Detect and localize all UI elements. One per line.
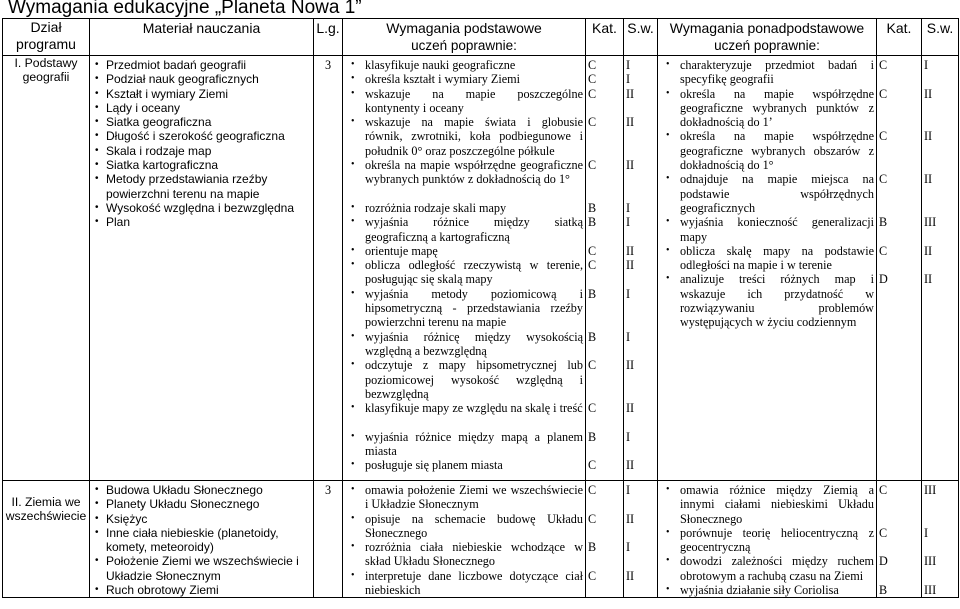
basic-level: I [626,72,631,87]
basic-category: C [588,86,597,101]
section-name: II. Ziemia we wszechświecie [3,481,90,598]
basic-requirement-item: • opisuje na schemacie budowę Układu Słonecznego [343,512,585,541]
basic-requirement-item: • określa kształt i wymiary Ziemi [343,72,585,86]
material-item: • Przedmiot badań geografii [90,58,313,72]
basic-category: C [588,243,597,258]
basic-category: C [588,568,597,583]
advanced-category: C [879,86,888,101]
basic-level: II [626,86,635,101]
basic-level: II [626,511,635,526]
advanced-category: B [879,215,888,230]
advanced-category-cell [877,481,922,598]
basic-category: C [588,401,597,416]
basic-requirement-item: • wyjaśnia różnice między siatką geograficzną a kartograficzną [343,215,585,244]
advanced-category: B [879,583,888,598]
header-sw: S.w. [624,19,658,38]
basic-level: II [626,158,635,173]
material-item: • Siatka geograficzna [90,115,313,129]
section-name: I. Podstawy geografii [3,56,90,481]
basic-level: I [626,200,631,215]
lesson-count: 3 [314,481,343,598]
page-title: Wymagania edukacyjne „Planeta Nowa 1” [8,0,362,18]
basic-category: C [588,483,597,497]
advanced-level: I [924,525,929,540]
basic-requirement-item: • rozróżnia ciała niebieskie wchodzące w skład Układu Słonecznego [343,540,585,569]
basic-requirement-item: • określa na mapie współrzędne geograficzne wybranych punktów z dokładnością do 1° [343,158,585,201]
basic-requirement-item: • klasyfikuje mapy ze względu na skalę i treść [343,401,585,430]
header-sw2: S.w. [922,19,959,38]
basic-level: I [626,540,631,555]
basic-requirement-item: • omawia położenie Ziemi we wszechświecie i Układzie Słonecznym [343,483,585,512]
material-item: • Metody przedstawiania rzeźby powierzchni terenu na mapie [90,172,313,201]
basic-requirement-item: • klasyfikuje nauki geograficzne [343,58,585,72]
material-item: • Wysokość względna i bezwzględna [90,201,313,215]
basic-requirement-item: • rozróżnia rodzaje skali mapy [343,201,585,215]
header-wym-ponad: Wymagania ponadpodstawowe [658,19,877,38]
advanced-level: II [924,86,933,101]
basic-level: II [626,458,635,473]
basic-requirement-item: • wskazuje na mapie świata i globusie równik, zwrotniki, koła podbiegunowe i południk 0° oraz poszczególne półkule [343,115,585,158]
basic-requirement-item: • orientuje mapę [343,244,585,258]
basic-category: B [588,215,597,230]
advanced-level-cell [922,481,959,598]
advanced-level-cell [922,56,959,481]
basic-category: B [588,329,597,344]
advanced-requirement-item: • dowodzi zależności między ruchem obrotowym a rachubą czasu na Ziemi [658,554,876,583]
header-dzial: Dział programu [3,19,90,56]
basic-category: B [588,200,597,215]
basic-level: I [626,483,631,497]
basic-category: C [588,158,597,173]
header-wym-podst: Wymagania podstawowe [343,19,586,38]
basic-requirement-item: • wyjaśnia różnicę między wysokością względną a bezwzględną [343,330,585,359]
material-item: • Plan [90,215,313,229]
material-item: • Podział nauk geograficznych [90,72,313,86]
basic-requirement-item: • wskazuje na mapie poszczególne kontynenty i oceany [343,87,585,116]
basic-level-cell [624,56,658,481]
advanced-requirements-cell [658,56,877,481]
basic-category-cell [586,481,624,598]
advanced-category-cell [877,56,922,481]
advanced-requirement-item: • odnajduje na mapie miejsca na podstawie współrzędnych geograficznych [658,172,876,215]
advanced-requirement-item: • omawia różnice między Ziemią a innymi ciałami niebieskimi Układu Słonecznego [658,483,876,526]
basic-category: B [588,540,597,555]
basic-category: C [588,358,597,373]
basic-requirement-item: • odczytuje z mapy hipsometrycznej lub poziomicowej wysokość względną i bezwzględną [343,358,585,401]
basic-category: B [588,286,597,301]
basic-category: C [588,115,597,130]
basic-requirements-cell [343,481,586,598]
advanced-requirement-item: • analizuje treści różnych map i wskazuje ich przydatność w rozwiązywaniu problemów występujących w życiu codziennym [658,272,876,329]
basic-level: I [626,215,631,230]
advanced-category: C [879,129,888,144]
advanced-requirement-item: • określa na mapie współrzędne geograficzne wybranych punktów z dokładnością do 1’ [658,87,876,130]
header-uczen: uczeń poprawnie: [343,37,586,56]
basic-requirement-item: • interpretuje dane liczbowe dotyczące ciał niebieskich [343,569,585,598]
materials-cell [90,481,314,598]
materials-cell [90,56,314,481]
basic-level: II [626,358,635,373]
advanced-category: C [879,525,888,540]
basic-requirement-item: • posługuje się planem miasta [343,458,585,472]
basic-level: II [626,115,635,130]
advanced-level: II [924,129,933,144]
advanced-requirement-item: • określa na mapie współrzędne geograficzne wybranych obszarów z dokładnością do 1° [658,129,876,172]
basic-category: C [588,258,597,273]
basic-level: I [626,329,631,344]
material-item: • Położenie Ziemi we wszechświecie i Układzie Słonecznym [90,554,313,583]
basic-category: C [588,511,597,526]
basic-category: C [588,458,597,473]
advanced-level: II [924,172,933,187]
advanced-level: III [924,215,937,230]
header-material: Materiał nauczania [90,19,314,38]
header-kat2: Kat. [877,19,922,38]
advanced-category: C [879,483,888,497]
basic-level: I [626,286,631,301]
advanced-level: I [924,58,929,72]
advanced-level: II [924,272,933,287]
basic-requirement-item: • oblicza odległość rzeczywistą w terenie, posługując się skalą mapy [343,258,585,287]
basic-level: II [626,258,635,273]
advanced-level: II [924,243,933,258]
material-item: • Inne ciała niebieskie (planetoidy, komety, meteoroidy) [90,526,313,555]
advanced-category: D [879,554,888,569]
basic-category: B [588,429,597,444]
material-item: • Księżyc [90,512,313,526]
advanced-requirement-item: • charakteryzuje przedmiot badań i specyfikę geografii [658,58,876,87]
material-item: • Siatka kartograficzna [90,158,313,172]
basic-requirements-cell [343,56,586,481]
material-item: • Skala i rodzaje map [90,144,313,158]
header-lg: L.g. [314,19,343,38]
advanced-requirement-item: • wyjaśnia działanie siły Coriolisa [658,583,876,597]
basic-level-cell [624,481,658,598]
lesson-count: 3 [314,56,343,481]
material-item: • Lądy i oceany [90,101,313,115]
basic-level: II [626,401,635,416]
advanced-level: III [924,554,937,569]
advanced-level: III [924,583,937,598]
advanced-category: D [879,272,888,287]
material-item: • Ruch obrotowy Ziemi [90,583,313,597]
basic-requirement-item: • wyjaśnia różnice między mapą a planem miasta [343,430,585,459]
requirements-table [2,18,959,598]
section-row [3,56,959,481]
material-item: • Planety Układu Słonecznego [90,497,313,511]
header-kat: Kat. [586,19,624,38]
advanced-level: III [924,483,937,497]
advanced-category: C [879,172,888,187]
section-row [3,481,959,598]
advanced-requirement-item: • oblicza skalę mapy na podstawie odległości na mapie i w terenie [658,244,876,273]
material-item: • Długość i szerokość geograficzna [90,129,313,143]
material-item: • Budowa Układu Słonecznego [90,483,313,497]
basic-level: II [626,243,635,258]
basic-category-cell [586,56,624,481]
basic-level: I [626,429,631,444]
basic-level: II [626,568,635,583]
advanced-category: C [879,58,888,72]
advanced-requirements-cell [658,481,877,598]
basic-category: C [588,72,597,87]
basic-requirement-item: • wyjaśnia metody poziomicową i hipsometryczną - przedstawiania rzeźby powierzchni terenu na mapie [343,287,585,330]
basic-category: C [588,58,597,72]
material-item: • Kształt i wymiary Ziemi [90,87,313,101]
advanced-requirement-item: • porównuje teorię heliocentryczną z geocentryczną [658,526,876,555]
advanced-requirement-item: • wyjaśnia konieczność generalizacji mapy [658,215,876,244]
basic-level: I [626,58,631,72]
header-uczen2: uczeń poprawnie: [658,37,877,56]
advanced-category: C [879,243,888,258]
